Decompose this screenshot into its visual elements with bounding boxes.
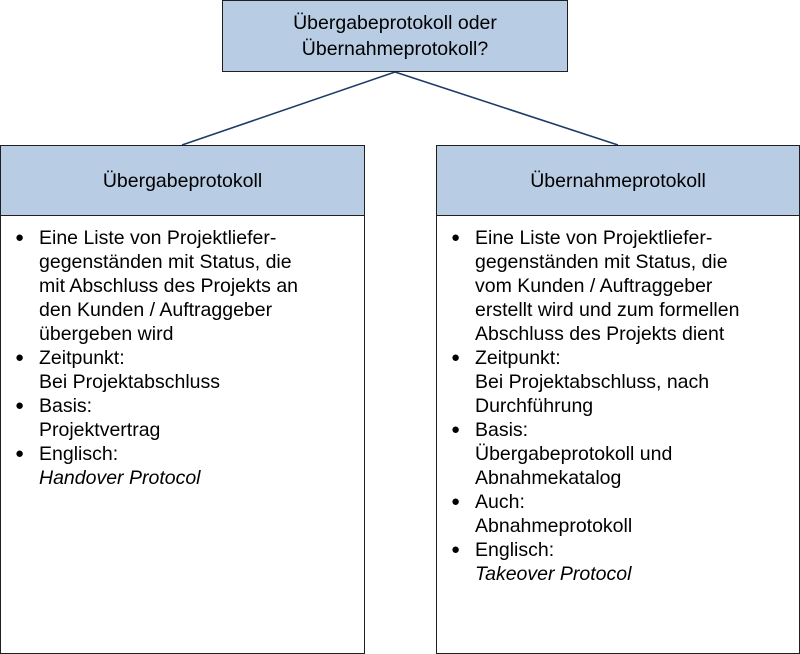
takeover-list — [437, 226, 793, 586]
item-text: gegenständen mit Status, die — [475, 251, 728, 273]
bullet-icon: ● — [15, 349, 25, 366]
list-item — [437, 346, 793, 418]
bullet-icon: ● — [451, 421, 461, 438]
item-text: Durchführung — [475, 395, 594, 417]
bullet-icon: ● — [451, 349, 461, 366]
item-text: Abschluss des Projekts dient — [475, 323, 725, 345]
takeover-header — [436, 145, 800, 216]
item-text: Englisch: — [39, 443, 119, 465]
item-text: Eine Liste von Projektliefer- — [475, 227, 713, 249]
item-text: Bei Projektabschluss — [39, 371, 221, 393]
item-text: Abnahmekatalog — [475, 467, 622, 489]
bullet-icon: ● — [451, 493, 461, 510]
question-line-2: Übernahmeprotokoll? — [301, 38, 489, 60]
question-box — [222, 0, 568, 72]
item-text: Eine Liste von Projektliefer- — [39, 227, 277, 249]
bullet-icon: ● — [451, 229, 461, 246]
item-text: Basis: — [475, 419, 529, 441]
item-text: vom Kunden / Auftraggeber — [475, 275, 713, 297]
bullet-icon: ● — [15, 229, 25, 246]
list-item — [437, 226, 793, 346]
item-text: erstellt wird und zum formellen — [475, 299, 740, 321]
item-text: Zeitpunkt: — [475, 347, 561, 369]
item-text: Bei Projektabschluss, nach — [475, 371, 710, 393]
question-line-1: Übergabeprotokoll oder — [293, 12, 497, 34]
list-item — [437, 538, 793, 586]
item-text: mit Abschluss des Projekts an — [39, 275, 299, 297]
connector-left — [182, 72, 395, 145]
handover-list — [1, 226, 358, 490]
handover-header — [0, 145, 365, 216]
bullet-icon: ● — [451, 541, 461, 558]
item-text: Basis: — [39, 395, 93, 417]
list-item — [1, 346, 358, 394]
list-item — [437, 490, 793, 538]
takeover-body — [436, 216, 800, 654]
item-text-english: Takeover Protocol — [475, 563, 632, 585]
list-item — [437, 418, 793, 490]
item-text: Auch: — [475, 491, 525, 513]
item-text: Übergabeprotokoll und — [475, 443, 673, 465]
takeover-title: Übernahmeprotokoll — [530, 169, 706, 192]
item-text-english: Handover Protocol — [39, 467, 201, 489]
list-item — [1, 226, 358, 346]
bullet-icon: ● — [15, 445, 25, 462]
bullet-icon: ● — [15, 397, 25, 414]
item-text: Englisch: — [475, 539, 555, 561]
list-item — [1, 442, 358, 490]
item-text: gegenständen mit Status, die — [39, 251, 292, 273]
item-text: Abnahmeprotokoll — [475, 515, 633, 537]
handover-title: Übergabeprotokoll — [102, 169, 263, 192]
item-text: übergeben wird — [39, 323, 174, 345]
item-text: Projektvertrag — [39, 419, 161, 441]
connector-right — [395, 72, 618, 145]
list-item — [1, 394, 358, 442]
handover-body — [0, 216, 365, 654]
item-text: Zeitpunkt: — [39, 347, 125, 369]
item-text: den Kunden / Auftraggeber — [39, 299, 273, 321]
